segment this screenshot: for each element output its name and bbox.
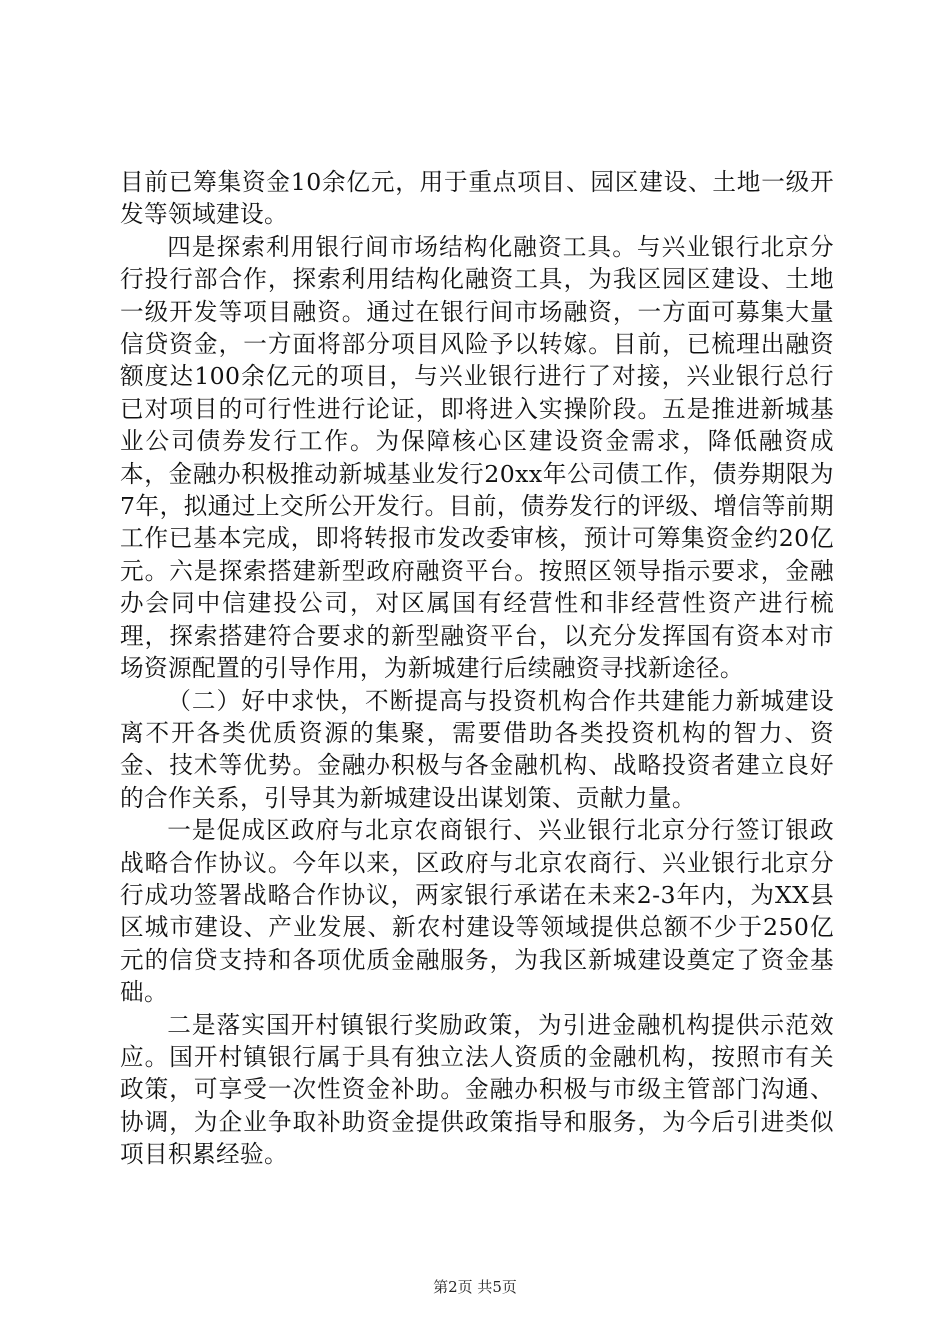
- paragraph-continuation: 目前已筹集资金10余亿元，用于重点项目、园区建设、土地一级开发等领域建设。: [120, 168, 834, 229]
- paragraph-village-bank-policy: 二是落实国开村镇银行奖励政策，为引进金融机构提供示范效应。国开村镇银行属于具有独立法人资质的金融机构，按照市有关政策，可享受一次性资金补助。金融办积极与市级主管部门沟通、协调，为企业争取补助资金提供政策指导和服务，为今后引进类似项目积累经验。: [120, 1010, 834, 1169]
- paragraph-bank-cooperation: 一是促成区政府与北京农商银行、兴业银行北京分行签订银政战略合作协议。今年以来，区政府与北京农商行、兴业银行北京分行成功签署战略合作协议，两家银行承诺在未来2-3年内，为XX县区城市建设、产业发展、新农村建设等领域提供总额不少于250亿元的信贷支持和各项优质金融服务，为我区新城建设奠定了资金基础。: [120, 816, 834, 1007]
- document-body: [120, 166, 834, 1171]
- page-number: 第2页 共5页: [433, 1278, 517, 1296]
- paragraph-section-two-heading: （二）好中求快，不断提高与投资机构合作共建能力新城建设离不开各类优质资源的集聚，需要借助各类投资机构的智力、资金、技术等优势。金融办积极与各金融机构、战略投资者建立良好的合作关系，引导其为新城建设出谋划策、贡献力量。: [120, 686, 834, 812]
- page-footer: [0, 1277, 950, 1297]
- paragraph-financing-tools: 四是探索利用银行间市场结构化融资工具。与兴业银行北京分行投行部合作，探索利用结构化融资工具，为我区园区建设、土地一级开发等项目融资。通过在银行间市场融资，一方面可募集大量信贷资金，一方面将部分项目风险予以转嫁。目前，已梳理出融资额度达100余亿元的项目，与兴业银行进行了对接，兴业银行总行已对项目的可行性进行论证，即将进入实操阶段。五是推进新城基业公司债券发行工作。为保障核心区建设资金需求，降低融资成本，金融办积极推动新城基业发行20xx年公司债工作，债券期限为7年，拟通过上交所公开发行。目前，债券发行的评级、增信等前期工作已基本完成，即将转报市发改委审核，预计可筹集资金约20亿元。六是探索搭建新型政府融资平台。按照区领导指示要求，金融办会同中信建投公司，对区属国有经营性和非经营性资产进行梳理，探索搭建符合要求的新型融资平台，以充分发挥国有资本对市场资源配置的引导作用，为新城建行后续融资寻找新途径。: [120, 232, 834, 683]
